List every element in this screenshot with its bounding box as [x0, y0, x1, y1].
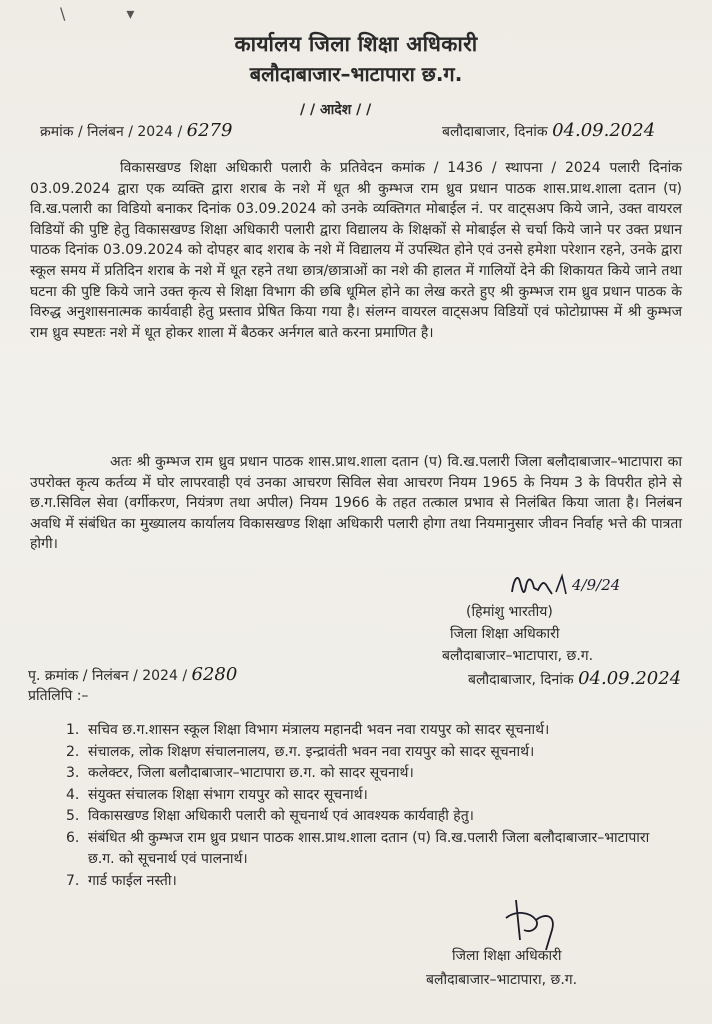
order-date-handwritten: 04.09.2024 [552, 120, 656, 141]
list-item: 7. गार्ड फाईल नस्ती। [66, 872, 177, 889]
list-item: 6. संबंधित श्री कुम्भज राम ध्रुव प्रधान पाठक शास.प्राथ.शाला दतान (प) वि.ख.पलारी जिला बलौदाबाजार–भाटापारा छ.ग. को सूचनार्थ एवं पालनार्थ। [66, 829, 650, 867]
endorsement-date-prefix: बलौदाबाजार, दिनांक [468, 672, 574, 688]
list-item: 4. संयुक्त संचालक शिक्षा संभाग रायपुर को सादर सूचनार्थ। [66, 786, 368, 803]
endorsement-number-prefix: पृ. क्रमांक / निलंबन / 2024 / [28, 668, 188, 684]
copy-to-list [66, 720, 670, 892]
office-location: बलौदाबाजार–भाटापारा छ.ग. [249, 62, 463, 86]
endorsement-number-line [28, 664, 237, 685]
endorsement-number-handwritten: 6280 [191, 664, 238, 685]
copy-to-heading: प्रतिलिपि :– [28, 688, 89, 704]
signature-date: 4/9/24 [572, 576, 621, 594]
endorsement-date-handwritten: 04.09.2024 [578, 668, 682, 689]
order-number-prefix: क्रमांक / निलंबन / 2024 / [40, 124, 183, 140]
list-item: 2. संचालक, लोक शिक्षण संचालनालय, छ.ग. इन्द्रावंती भवन नवा रायपुर को सादर सूचनार्थ। [66, 743, 535, 760]
endorsement-signatory-title: जिला शिक्षा अधिकारी [452, 948, 562, 964]
fold-mark: \ ▾ [60, 4, 135, 23]
endorsement-signatory-place: बलौदाबाजार–भाटापारा, छ.ग. [426, 972, 578, 988]
order-title: / / आदेश / / [300, 102, 372, 118]
signatory-title: जिला शिक्षा अधिकारी [450, 626, 560, 642]
order-date-prefix: बलौदाबाजार, दिनांक [442, 124, 548, 140]
signatory-name: (हिमांशु भारतीय) [466, 604, 553, 620]
list-item: 1. सचिव छ.ग.शासन स्कूल शिक्षा विभाग मंत्रालय महानदी भवन नवा रायपुर को सादर सूचनार्थ। [66, 722, 550, 738]
body-paragraph-2: अतः श्री कुम्भज राम ध्रुव प्रधान पाठक शास.प्राथ.शाला दतान (प) वि.ख.पलारी जिला बलौदाबाजार–भाटापारा का उपरोक्त कृत्य कर्तव्य में घोर लापरवाही एवं उनका आचरण सिविल सेवा आचरण नियम 1965 के नियम 3 के विपरीत होने से छ.ग.सिविल सेवा (वर्गीकरण, नियंत्रण तथा अपील) नियम 1966 के तहत तत्काल प्रभाव से निलंबित किया जाता है। निलंबन अवधि में संबंधित का मुख्यालय कार्यालय विकासखण्ड शिक्षा अधिकारी पलारी होगा तथा नियमानुसार जीवन निर्वाह भत्ते की पात्रता होगी। [30, 454, 682, 553]
order-date-line [442, 120, 655, 141]
order-number-handwritten: 6279 [186, 120, 233, 141]
list-item: 3. कलेक्टर, जिला बलौदाबाजार–भाटापारा छ.ग. को सादर सूचनार्थ। [66, 765, 414, 781]
order-number-line [40, 120, 232, 141]
list-item: 5. विकासखण्ड शिक्षा अधिकारी पलारी को सूचनार्थ एवं आवश्यक कार्यवाही हेतु। [66, 808, 474, 824]
body-paragraph-1: विकासखण्ड शिक्षा अधिकारी पलारी के प्रतिवेदन कमांक / 1436 / स्थापना / 2024 पलारी दिनांक 03.09.2024 द्वारा एक व्यक्ति द्वारा शराब के नशे में धूत श्री कुम्भज राम ध्रुव प्रधान पाठक शास.प्राथ.शाला दतान (प) वि.ख.पलारी का विडियो बनाकर दिनांक 03.09.2024 को उनके व्यक्तिगत मोबाईल नं. पर वाट्सअप किये जाने, उक्त वायरल विडियों की पुष्टि हेतु विकासखण्ड शिक्षा अधिकारी पलारी द्वारा विद्यालय के शिक्षकों से मोबाईल से चर्चा किये जाने पर उक्त प्रधान पाठक दिनांक 03.09.2024 को दोपहर बाद शराब के नशे में विद्यालय में उपस्थित होने एवं उनसे हमेशा परेशान रहने, उनके द्वारा स्कूल समय में प्रतिदिन शराब के नशे में धूत रहने तथा छात्र/छात्राओं का नशे की हालत में गालियों देने की शिकायत किये जाने तथा घटना की पुष्टि किये जाने उक्त कृत्य से शिक्षा विभाग की छबि धूमिल होने का लेख करते हुए श्री कुम्भज राम ध्रुव प्रधान पाठक के विरुद्ध अनुशासनात्मक कार्यवाही हेतु प्रस्ताव प्रेषित किया गया है। संलग्न वायरल वाट्सअप विडियों एवं फोटोग्राफ्स में श्री कुम्भज राम ध्रुव स्पष्टतः नशे में धूत होकर शाला में बैठकर अर्नगल बाते करना प्रमाणित है। [30, 160, 682, 341]
signatory-place: बलौदाबाजार–भाटापारा, छ.ग. [442, 648, 594, 664]
office-heading: कार्यालय जिला शिक्षा अधिकारी [234, 32, 478, 56]
endorsement-date-line [468, 668, 681, 689]
